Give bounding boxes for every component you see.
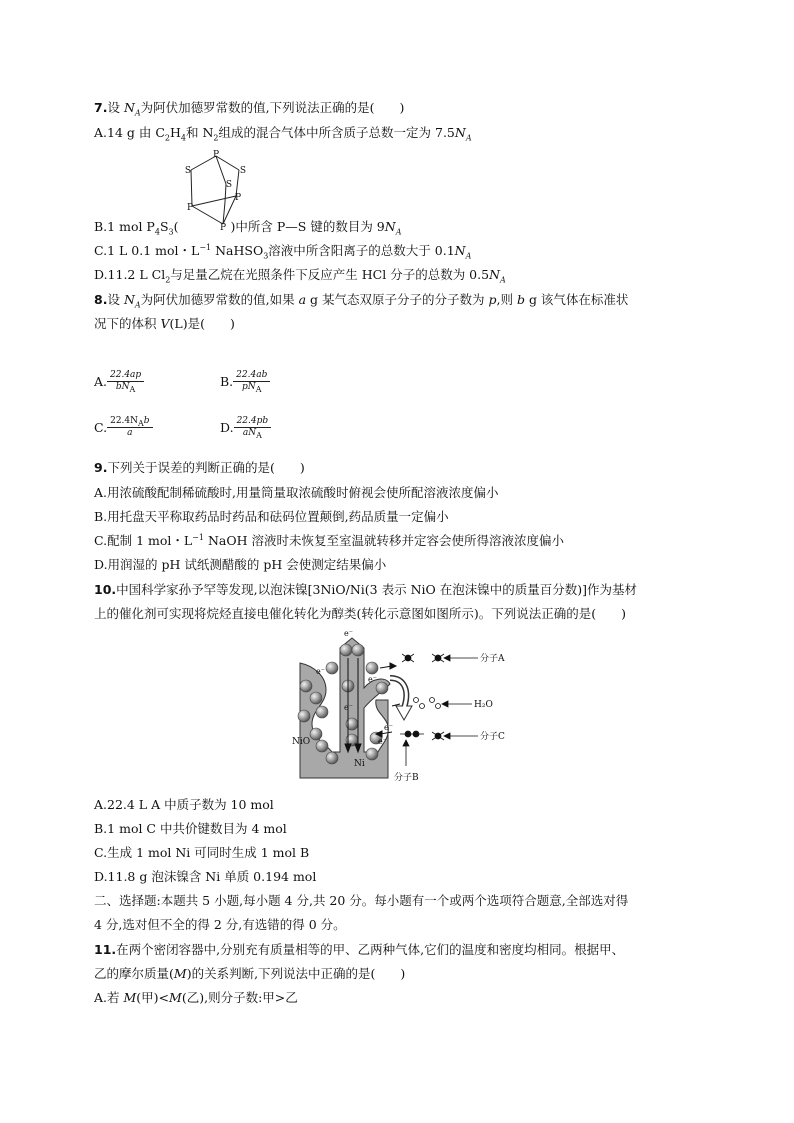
q8-option-c: C. $\frac{22.4N_Ab}{a}$: [94, 416, 153, 439]
fraction: $\frac{22.4ap}{bN_A}$: [107, 370, 144, 393]
q10-stem-line1: 10.中国科学家孙予罕等发现,以泡沫镍[3NiO/Ni(3 表示 NiO 在泡沫镍中的质量百分数)]作为基材: [94, 582, 637, 597]
electron-label: e⁻: [344, 703, 353, 712]
q9-option-c: C.配制 1 mol・$L^{-1}$ NaOH 溶液时未恢复至室温就转移并定容会使所得溶液浓度偏小: [94, 532, 564, 548]
q8-option-a: A. $\frac{22.4ap}{bN_A}$: [94, 370, 144, 393]
p-atom-label: P: [212, 150, 220, 160]
electrocatalysis-diagram: [292, 628, 532, 788]
electron-label: e⁻: [378, 737, 387, 746]
molecule-a-label: 分子A: [480, 654, 505, 664]
q8-option-b: B. $\frac{22.4ab}{pN_A}$: [220, 370, 270, 393]
s-atom-label: S: [239, 166, 247, 176]
q11-stem-line1: 11.在两个密闭容器中,分别充有质量相等的甲、乙两种气体,它们的温度和密度均相同。根据甲、: [94, 942, 625, 957]
q9-option-b: B.用托盘天平称取药品时药品和砝码位置颠倒,药品质量一定偏小: [94, 509, 449, 524]
q10-option-d: D.11.8 g 泡沫镍含 Ni 单质 0.194 mol: [94, 869, 317, 884]
q11-option-a: A.若 M(甲)<M(乙),则分子数:甲>乙: [94, 990, 298, 1005]
molecule-b-label: 分子B: [394, 773, 419, 783]
nio-label: NiO: [292, 737, 311, 747]
p-atom-label: P: [234, 193, 242, 203]
q7-option-c: C.1 L 0.1 mol・$L^{-1}$ NaHSO$_3$溶液中所含阳离子的总数大于 $0.1N_A$: [94, 242, 472, 261]
electron-label: e⁻: [368, 675, 377, 684]
q8-stem-line2: 况下的体积 V(L)是( ): [94, 316, 235, 331]
q7-stem: 7.设 $N_A$为阿伏加德罗常数的值,下列说法正确的是( ): [94, 100, 405, 118]
section-2-instructions-line1: 二、选择题:本题共 5 小题,每小题 4 分,共 20 分。每小题有一个或两个选项符合题意,全部选对得: [94, 893, 629, 908]
fraction: $\frac{22.4pb}{aN_A}$: [234, 416, 272, 439]
molecule-c-label: 分子C: [480, 732, 505, 742]
q11-stem-line2: 乙的摩尔质量(M)的关系判断,下列说法中正确的是( ): [94, 966, 406, 981]
ni-label: Ni: [354, 759, 365, 769]
fraction: $\frac{22.4ab}{pN_A}$: [233, 370, 270, 393]
q10-stem-line2: 上的催化剂可实现将烷烃直接电催化转化为醇类(转化示意图如图所示)。下列说法正确的是( ): [94, 606, 627, 621]
q7-option-d: D.11.2 L $Cl_2$与足量乙烷在光照条件下反应产生 HCl 分子的总数为 $0.5N_A$: [94, 267, 506, 285]
s-atom-label: S: [225, 180, 233, 190]
q9-option-d: D.用润湿的 pH 试纸测醋酸的 pH 会使测定结果偏小: [94, 557, 387, 572]
q9-option-a: A.用浓硫酸配制稀硫酸时,用量筒量取浓硫酸时俯视会使所配溶液浓度偏小: [94, 485, 499, 500]
q8-option-d: D. $\frac{22.4pb}{aN_A}$: [220, 416, 271, 439]
q7-option-b: B.1 mol $P_4S_3$( )中所含 P—S 键的数目为 $9N_A$: [94, 219, 402, 237]
water-label: H₂O: [474, 700, 493, 710]
q10-option-c: C.生成 1 mol Ni 可同时生成 1 mol B: [94, 845, 310, 860]
q9-stem: 9.下列关于误差的判断正确的是( ): [94, 460, 305, 475]
electron-label: e⁻: [344, 629, 353, 638]
q7-option-a: A.14 g 由 $C_2H_4$和 $N_2$组成的混合气体中所含质子总数一定为 $7.5N_A$: [94, 125, 472, 143]
q10-option-b: B.1 mol C 中共价键数目为 4 mol: [94, 821, 287, 836]
p-atom-label: P: [186, 203, 194, 213]
q10-option-a: A.22.4 L A 中质子数为 10 mol: [94, 797, 274, 812]
fraction: $\frac{22.4N_Ab}{a}$: [107, 416, 152, 439]
s-atom-label: S: [184, 166, 192, 176]
p-atom-label: P: [219, 223, 227, 232]
electron-label: e⁻: [316, 667, 325, 676]
q8-stem-line1: 8.设 $N_A$为阿伏加德罗常数的值,如果 a g 某气态双原子分子的分子数为 p,则 b g 该气体在标准状: [94, 292, 629, 310]
electron-label: e⁻: [384, 723, 393, 732]
section-2-instructions-line2: 4 分,选对但不全的得 2 分,有选错的得 0 分。: [94, 917, 346, 932]
